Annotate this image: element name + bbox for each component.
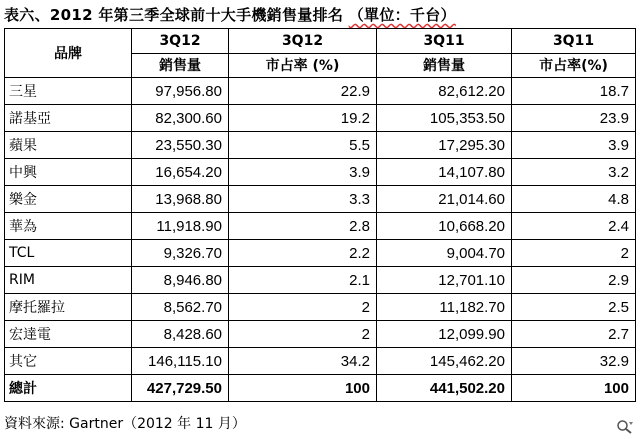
magnifier-icon[interactable] bbox=[616, 419, 634, 435]
brand-cell: 華為 bbox=[5, 213, 132, 240]
sales-3q12-cell: 13,968.80 bbox=[132, 186, 229, 213]
title-unit: （單位：千台） bbox=[348, 6, 456, 24]
sales-3q11-cell: 10,668.20 bbox=[377, 213, 512, 240]
share-3q12-cell: 3.9 bbox=[229, 159, 377, 186]
sales-3q11-cell: 21,014.60 bbox=[377, 186, 512, 213]
header-3q12-sales-period: 3Q12 bbox=[132, 29, 229, 54]
share-3q11-cell: 3.9 bbox=[512, 132, 636, 159]
sales-3q11-cell: 12,701.10 bbox=[377, 267, 512, 294]
share-3q11-cell: 2.5 bbox=[512, 294, 636, 321]
share-3q12-cell: 2.1 bbox=[229, 267, 377, 294]
sales-3q11-cell: 145,462.20 bbox=[377, 348, 512, 375]
share-3q11-cell: 23.9 bbox=[512, 105, 636, 132]
table-row bbox=[5, 186, 636, 213]
share-3q12-cell: 2 bbox=[229, 294, 377, 321]
share-3q12-cell: 3.3 bbox=[229, 186, 377, 213]
brand-cell: 三星 bbox=[5, 78, 132, 105]
table-row bbox=[5, 213, 636, 240]
total-sales-3q11: 441,502.20 bbox=[377, 375, 512, 402]
sales-3q12-cell: 8,428.60 bbox=[132, 321, 229, 348]
brand-cell: 樂金 bbox=[5, 186, 132, 213]
table-row bbox=[5, 267, 636, 294]
source-note: 資料來源: Gartner（2012 年 11 月） bbox=[4, 416, 246, 432]
share-3q12-cell: 2 bbox=[229, 321, 377, 348]
sales-3q11-cell: 12,099.90 bbox=[377, 321, 512, 348]
table-row bbox=[5, 132, 636, 159]
brand-cell: RIM bbox=[5, 267, 132, 294]
sales-3q12-cell: 97,956.80 bbox=[132, 78, 229, 105]
share-3q11-cell: 2.7 bbox=[512, 321, 636, 348]
sales-3q12-cell: 8,946.80 bbox=[132, 267, 229, 294]
share-3q11-cell: 2.9 bbox=[512, 267, 636, 294]
header-3q11-share-period: 3Q11 bbox=[512, 29, 636, 54]
sales-3q12-cell: 82,300.60 bbox=[132, 105, 229, 132]
sales-3q12-cell: 16,654.20 bbox=[132, 159, 229, 186]
sales-ranking-table bbox=[4, 28, 636, 402]
brand-cell: 中興 bbox=[5, 159, 132, 186]
header-brand: 品牌 bbox=[5, 29, 132, 78]
sales-3q11-cell: 105,353.50 bbox=[377, 105, 512, 132]
title-main: 表六、2012 年第三季全球前十大手機銷售量排名 bbox=[4, 6, 344, 24]
share-3q11-cell: 32.9 bbox=[512, 348, 636, 375]
header-3q11-sales-period: 3Q11 bbox=[377, 29, 512, 54]
sales-3q11-cell: 9,004.70 bbox=[377, 240, 512, 267]
table-row bbox=[5, 105, 636, 132]
share-3q11-cell: 2 bbox=[512, 240, 636, 267]
sales-3q11-cell: 14,107.80 bbox=[377, 159, 512, 186]
brand-cell: 摩托羅拉 bbox=[5, 294, 132, 321]
table-row bbox=[5, 240, 636, 267]
share-3q12-cell: 22.9 bbox=[229, 78, 377, 105]
share-3q12-cell: 19.2 bbox=[229, 105, 377, 132]
sales-3q11-cell: 17,295.30 bbox=[377, 132, 512, 159]
sales-3q12-cell: 9,326.70 bbox=[132, 240, 229, 267]
total-row bbox=[5, 375, 636, 402]
total-share-3q11: 100 bbox=[512, 375, 636, 402]
total-sales-3q12: 427,729.50 bbox=[132, 375, 229, 402]
header-3q12-share-period: 3Q12 bbox=[229, 29, 377, 54]
share-3q11-cell: 2.4 bbox=[512, 213, 636, 240]
table-row bbox=[5, 159, 636, 186]
brand-cell: 其它 bbox=[5, 348, 132, 375]
brand-cell: 諾基亞 bbox=[5, 105, 132, 132]
share-3q11-cell: 3.2 bbox=[512, 159, 636, 186]
brand-cell: 蘋果 bbox=[5, 132, 132, 159]
share-3q12-cell: 34.2 bbox=[229, 348, 377, 375]
share-3q12-cell: 5.5 bbox=[229, 132, 377, 159]
header-3q11-share: 市占率(%) bbox=[512, 53, 636, 78]
header-3q11-sales: 銷售量 bbox=[377, 53, 512, 78]
share-3q11-cell: 4.8 bbox=[512, 186, 636, 213]
sales-3q12-cell: 23,550.30 bbox=[132, 132, 229, 159]
share-3q11-cell: 18.7 bbox=[512, 78, 636, 105]
total-label: 總計 bbox=[5, 375, 132, 402]
table-row bbox=[5, 78, 636, 105]
table-row bbox=[5, 294, 636, 321]
table-title bbox=[4, 4, 456, 25]
total-share-3q12: 100 bbox=[229, 375, 377, 402]
table-row bbox=[5, 321, 636, 348]
table-row bbox=[5, 348, 636, 375]
share-3q12-cell: 2.2 bbox=[229, 240, 377, 267]
header-3q12-share: 市占率 (%) bbox=[229, 53, 377, 78]
sales-3q12-cell: 8,562.70 bbox=[132, 294, 229, 321]
sales-3q11-cell: 11,182.70 bbox=[377, 294, 512, 321]
sales-3q12-cell: 11,918.90 bbox=[132, 213, 229, 240]
header-3q12-sales: 銷售量 bbox=[132, 53, 229, 78]
sales-3q12-cell: 146,115.10 bbox=[132, 348, 229, 375]
brand-cell: 宏達電 bbox=[5, 321, 132, 348]
share-3q12-cell: 2.8 bbox=[229, 213, 377, 240]
brand-cell: TCL bbox=[5, 240, 132, 267]
sales-3q11-cell: 82,612.20 bbox=[377, 78, 512, 105]
